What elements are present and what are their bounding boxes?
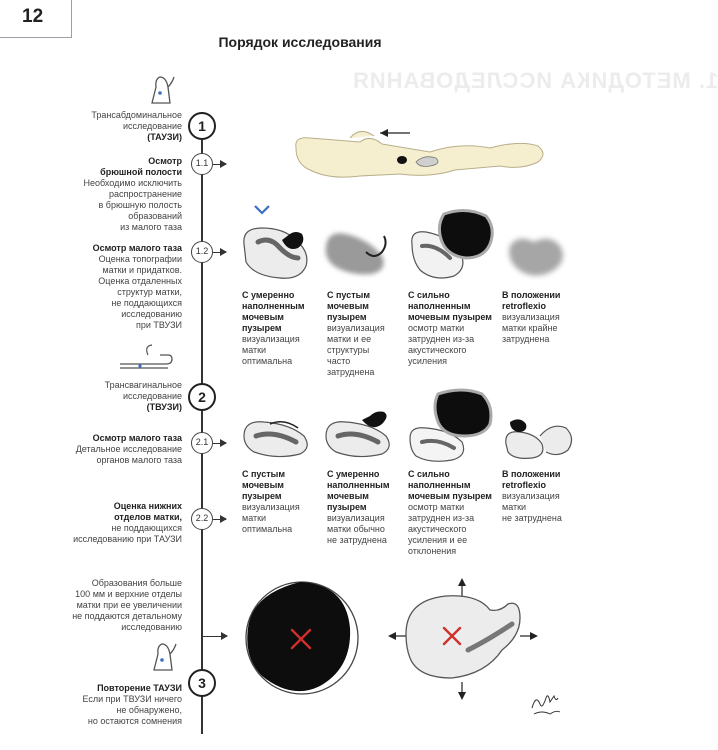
step-2: 2 — [188, 383, 216, 411]
step-2-2: 2.2 — [191, 508, 213, 530]
caption-row1-col4: В положении retroflexio визуализация матки крайне затруднена — [502, 290, 561, 344]
repeat-tauzi-block: Повторение ТАУЗИ Если при ТВУЗИ ничего не обнаружено, но остаются сомнения — [82, 683, 182, 726]
caption-row1-col3: С сильно наполненным мочевым пузырем осмотр матки затруднен из-за акустического усиления — [408, 290, 492, 366]
caption-row2-col3: С сильно наполненным мочевым пузырем осмотр матки затруднен из-за акустического усиления и ее отклонения — [408, 469, 492, 556]
step-1-1: 1.1 — [191, 153, 213, 175]
enlarged-uterus-figure — [388, 578, 538, 700]
patient-lying-illustration — [290, 118, 550, 198]
caption-row2-col1: С пустым мочевым пузырем визуализация матки оптимальна — [242, 469, 300, 534]
caption-row1-col1: С умеренно наполненным мочевым пузырем визуализация матки оптимальна — [242, 290, 305, 366]
uterus-empty-bladder-figure — [322, 222, 398, 282]
page-title: Порядок исследования — [218, 34, 382, 50]
arrow-right — [213, 443, 226, 444]
vaginal-probe-icon — [118, 342, 184, 372]
large-mass-block: Образования больше 100 мм и верхние отделы матки при ее увеличении не поддаются детальному исследованию — [72, 578, 182, 632]
step-2-1: 2.1 — [191, 432, 213, 454]
chevron-down-icon — [253, 204, 271, 216]
uterus-retroflexio-figure — [500, 226, 574, 286]
step-1: 1 — [188, 112, 216, 140]
large-mass-figure — [242, 576, 362, 700]
page-number: 12 — [0, 0, 72, 38]
caption-row2-col4: В положении retroflexio визуализация матки не затруднена — [502, 469, 562, 523]
uterus-moderate-bladder-figure — [240, 222, 314, 286]
arrow-right — [213, 252, 226, 253]
caption-row1-col2: С пустым мочевым пузырем визуализация матки и ее структуры часто затруднена — [327, 290, 385, 377]
tauzi-label: Трансабдоминальное исследование (ТАУЗИ) — [91, 110, 182, 142]
arrow-right — [213, 164, 226, 165]
uterus-moderate-bladder-figure — [322, 410, 398, 462]
step-3: 3 — [188, 669, 216, 697]
abdominal-probe-icon — [148, 73, 180, 107]
author-signature — [528, 688, 564, 716]
caption-row2-col2: С умеренно наполненным мочевым пузырем визуализация матки обычно не затруднена — [327, 469, 390, 545]
abdominal-exam-block: Осмотр брюшной полости Необходимо исключить распространение в брюшную полость образований из малого таза — [83, 156, 182, 232]
step-1-2: 1.2 — [191, 241, 213, 263]
pelvis-exam-block-2: Осмотр малого таза Детальное исследование органов малого таза — [75, 433, 182, 465]
abdominal-probe-icon — [150, 640, 182, 674]
uterus-empty-bladder-figure — [240, 412, 316, 462]
arrow-right — [203, 636, 227, 637]
timeline-line — [201, 112, 203, 734]
uterus-full-bladder-figure — [408, 206, 496, 288]
uterus-full-bladder-figure — [406, 386, 498, 466]
arrow-right — [213, 519, 226, 520]
ghost-heading: 1. МЕТОДИКА ИССЛЕДОВАНИЯ — [352, 68, 718, 93]
pelvis-exam-block-1: Осмотр малого таза Оценка топографии матки и придатков. Оценка отдаленных структур матки, не поддающихся исследованию при ТВУЗИ — [92, 243, 182, 330]
lower-uterus-block: Оценка нижних отделов матки, не поддающихся исследованию при ТАУЗИ — [73, 501, 182, 544]
tvuzi-label: Трансвагинальное исследование (ТВУЗИ) — [104, 380, 182, 412]
uterus-retroflexio-figure — [500, 414, 578, 466]
